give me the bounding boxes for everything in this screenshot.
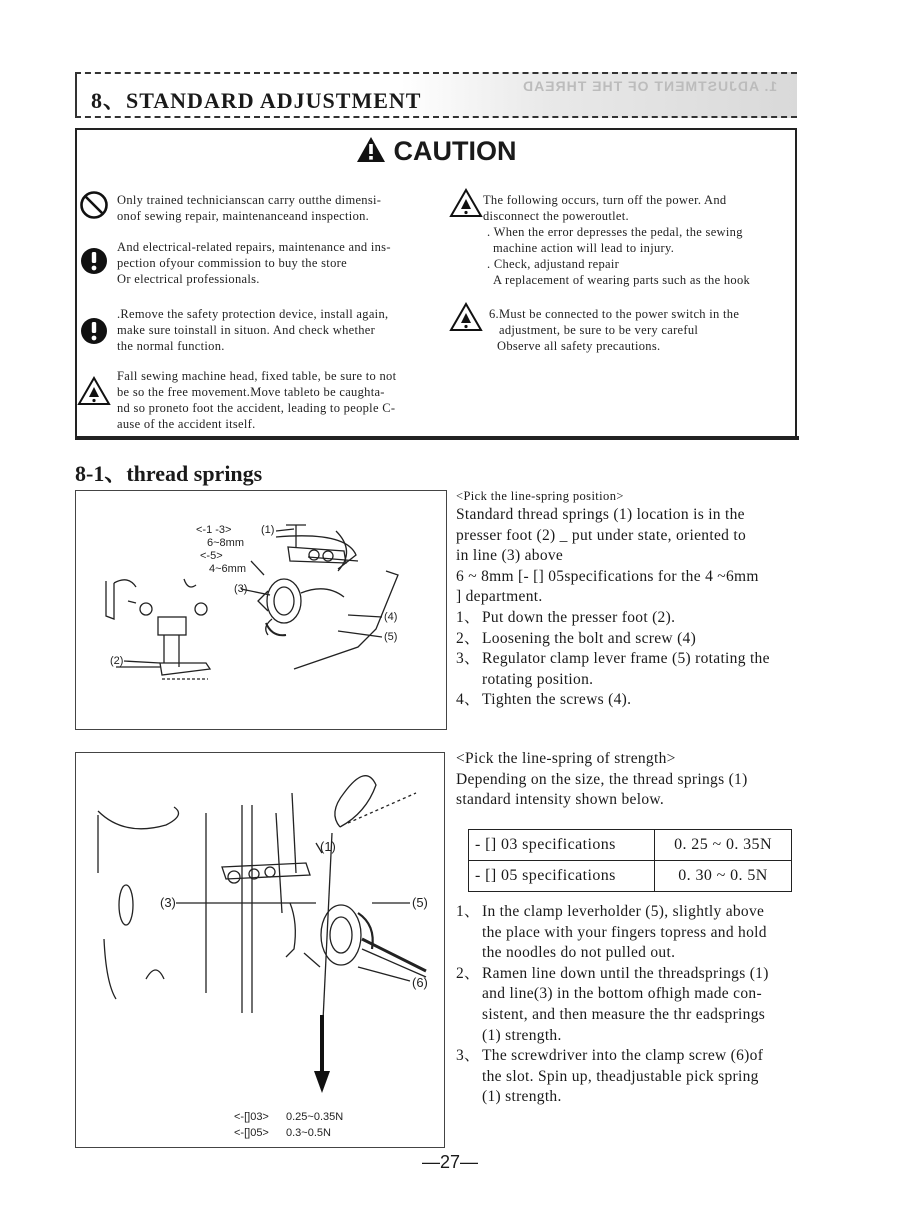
fig1-label-range-1-3: <-1 -3> xyxy=(196,524,232,536)
subsection-title: 8-1、thread springs xyxy=(75,461,263,486)
position-step-2: 2、 Loosening the bolt and screw (4) xyxy=(456,629,697,647)
caution-note-6: 6.Must be connected to the power switch in the adjustment, be sure to be very careful Observe all safety precautions. xyxy=(489,307,740,353)
section-title: 8、STANDARD ADJUSTMENT xyxy=(91,88,422,113)
position-step-3: 3、 Regulator clamp lever frame (5) rotating the rotating position. xyxy=(456,650,770,688)
caution-note-2: And electrical-related repairs, maintenance and ins- pection ofyour commission to buy the store Or electrical professionals. xyxy=(117,240,391,286)
caution-note-3: .Remove the safety protection device, install again, make sure toinstall in situon. And check whether the normal function. xyxy=(117,307,389,353)
mandatory-icon xyxy=(79,316,109,346)
strength-intro: <Pick the line-spring of strength> Depending on the size, the thread springs (1) standard intensity shown below. xyxy=(456,750,748,809)
fig1-label-part-5: (5) xyxy=(384,631,398,643)
position-heading: <Pick the line-spring position> xyxy=(456,489,624,503)
fig1-label-range-5-value: 4~6mm xyxy=(209,563,246,575)
strength-step-1: 1、 In the clamp leverholder (5), slightly above the place with your fingers topress and hold the noodles do not pulled out. xyxy=(456,903,767,962)
figure-spring-position xyxy=(75,490,447,730)
fig2-spec-03-value: 0.25~0.35N xyxy=(286,1111,344,1123)
fig2-spec-05-value: 0.3~0.5N xyxy=(286,1127,331,1139)
caution-heading-text: CAUTION xyxy=(393,136,517,166)
strength-step-3: 3、 The screwdriver into the clamp screw (6)of the slot. Spin up, theadjustable pick spring (1) strength. xyxy=(456,1047,764,1106)
fig2-label-part-3: (3) xyxy=(160,895,176,910)
position-step-4: 4、 Tighten the screws (4). xyxy=(456,691,632,709)
warning-icon xyxy=(77,376,111,406)
fig1-label-range-1-3-value: 6~8mm xyxy=(207,537,244,549)
fig1-label-part-4: (4) xyxy=(384,611,398,623)
position-step-1: 1、 Put down the presser foot (2). xyxy=(456,608,676,626)
mandatory-icon xyxy=(79,246,109,276)
fig1-label-part-2: (2) xyxy=(110,655,124,667)
table-row xyxy=(469,861,792,892)
caution-bottom-rule xyxy=(75,436,799,440)
caution-note-5: The following occurs, turn off the power. And disconnect the poweroutlet. . When the error depresses the pedal, the sewing machine action will lead to injury. . Check, adjustand repair A replacement of wearing parts such as the hook xyxy=(483,193,751,287)
caution-triangle-icon xyxy=(356,136,386,163)
fig1-label-range-5: <-5> xyxy=(200,550,223,562)
caution-note-4: Fall sewing machine head, fixed table, be sure to not be so the free movement.Move tableto be caughta- nd so proneto foot the accident, leading to people C- ause of the accident itself. xyxy=(117,369,397,431)
section-header xyxy=(75,72,797,118)
spec-cell: - [] 03 specifications xyxy=(469,830,655,861)
value-cell: 0. 30 ~ 0. 5N xyxy=(655,861,792,892)
caution-heading xyxy=(77,136,795,167)
section-ghost-text: 1. ADJUSTMENT OF THE THREAD xyxy=(521,78,777,94)
prohibition-icon xyxy=(79,190,109,220)
fig2-spec-03-code: <-[]03> xyxy=(234,1111,269,1123)
strength-steps xyxy=(456,902,856,1108)
page-number: —27— xyxy=(421,1152,479,1172)
fig2-label-part-1: (1) xyxy=(320,839,336,854)
warning-icon xyxy=(449,302,483,332)
fig1-label-part-1: (1) xyxy=(261,524,275,536)
figure-spring-strength xyxy=(75,752,445,1148)
strength-step-2: 2、 Ramen line down until the threadsprings (1) and line(3) in the bottom ofhigh made con- sistent, and then measure the thr eadsprings (1) strength. xyxy=(456,964,769,1044)
table-row xyxy=(469,830,792,861)
warning-icon xyxy=(449,188,483,218)
position-text: Standard thread springs (1) location is in the presser foot (2) _ put under state, oriented to in line (3) above 6 ~ 8mm [- [] 05specifications for the 4 ~6mm ] department. 1、 Put down the presser foot (2). 2、 Loosening the bolt and screw (4) 3、 Regulator clamp lever frame (5) rotating the rotating position. 4、 Tighten the screws (4). xyxy=(456,505,856,711)
strength-table xyxy=(468,829,792,892)
spec-cell: - [] 05 specifications xyxy=(469,861,655,892)
caution-box xyxy=(75,128,797,438)
spring-strength-drawing xyxy=(76,753,444,1147)
fig2-spec-05-code: <-[]05> xyxy=(234,1127,269,1139)
fig2-label-part-5: (5) xyxy=(412,895,428,910)
fig1-label-part-3: (3) xyxy=(234,583,248,595)
value-cell: 0. 25 ~ 0. 35N xyxy=(655,830,792,861)
caution-note-1: Only trained technicianscan carry outthe dimensi- onof sewing repair, maintenanceand inspection. xyxy=(117,193,382,223)
fig2-label-part-6: (6) xyxy=(412,975,428,990)
